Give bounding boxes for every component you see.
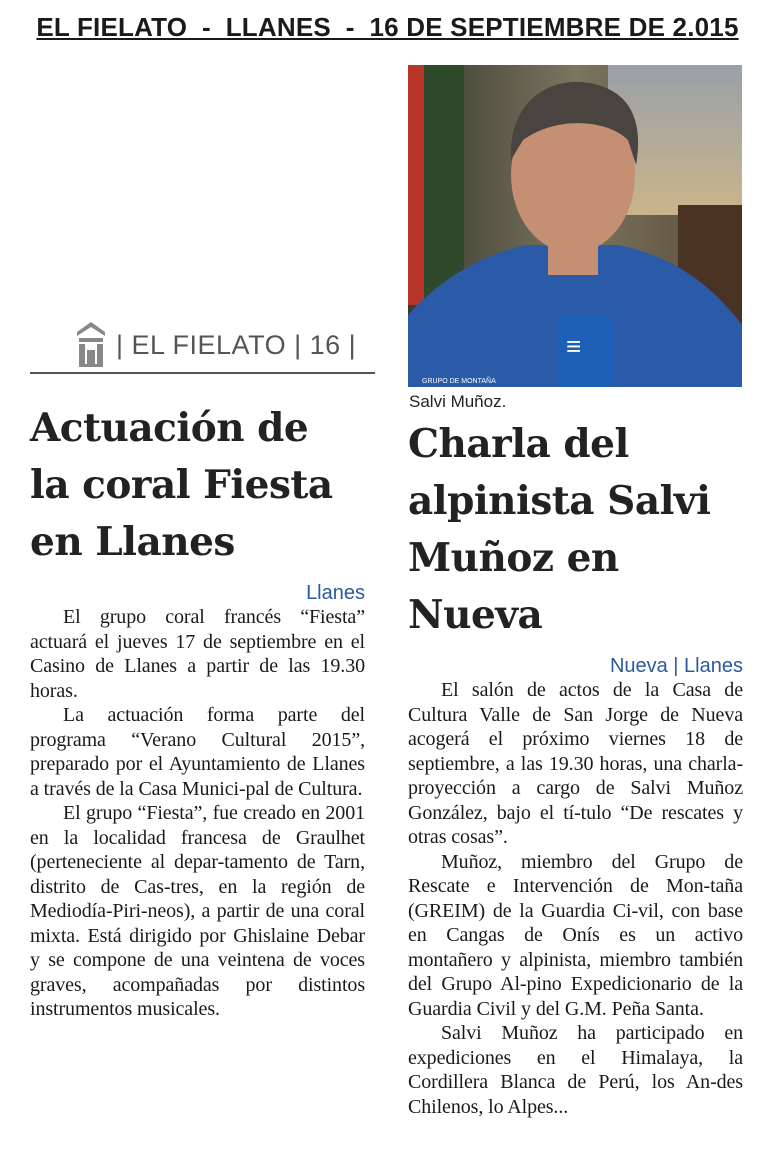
paragraph: Salvi Muñoz ha participado en expediciones en el Himalaya, la Cordillera Blanca de Perú, los An-des Chilenos, lo Alpes... [408,1022,743,1118]
article-dateline: Nueva | Llanes [609,655,743,677]
paragraph: El grupo coral francés “Fiesta” actuará el jueves 17 de septiembre en el Casino de Llanes a partir de las 19.30 horas. [30,606,365,702]
paragraph: El grupo “Fiesta”, fue creado en 2001 en la localidad francesa de Graulhet (perteneciente al depar-tamento de Tarn, distrito de Cas-tres, en la región de Mediodía-Piri-neos), a partir de una coral mixta. Está dirigido por Ghislaine Debar y se compone de una veintena de voces graves, acompañadas por distintos instrumentos musicales. [30,802,365,1020]
article-headline [30,400,365,571]
headline-line: Charla del [408,421,629,467]
svg-text:≡: ≡ [566,331,582,361]
headline-line: Actuación de [30,405,309,451]
article-left [30,400,365,1022]
page-header: EL FIELATO - LLANES - 16 DE SEPTIEMBRE DE 2.015 [36,12,739,42]
photo-caption: Salvi Muñoz. [409,392,507,411]
section-masthead [30,320,375,374]
building-logo-icon [75,320,107,368]
article-dateline: Llanes [306,582,365,604]
headline-line: alpinista Salvi [408,478,711,524]
article-right [408,395,743,1119]
masthead-label: | EL FIELATO | 16 | [116,330,357,360]
article-body [30,605,365,1022]
headline-line: en Llanes [30,519,235,565]
article-photo [408,65,742,387]
portrait-illustration [408,65,742,387]
article-headline [408,416,743,644]
article-body [408,678,743,1119]
paragraph: El salón de actos de la Casa de Cultura Valle de San Jorge de Nueva acogerá el próximo viernes 18 de septiembre, a las 19.30 horas, una charla-proyección a cargo de Salvi Muñoz González, bajo el tí-tulo “De rescates y otras cosas”. [408,679,743,848]
headline-line: la coral Fiesta [30,462,333,508]
headline-line: Muñoz en Nueva [408,535,619,638]
mic-badge-text: GRUPO DE MONTAÑA [422,378,496,385]
paragraph: La actuación forma parte del programa “Verano Cultural 2015”, preparado por el Ayuntamiento de Llanes a través de la Casa Munici-pal de Cultura. [30,704,365,800]
paragraph: Muñoz, miembro del Grupo de Rescate e Intervención de Mon-taña (GREIM) de la Guardia Ci-vil, con base en Cangas de Onís es un activo montañero y alpinista, miembro también del Grupo Al-pino Expedicionario de la Guardia Civil y del G.M. Peña Santa. [408,850,743,1020]
